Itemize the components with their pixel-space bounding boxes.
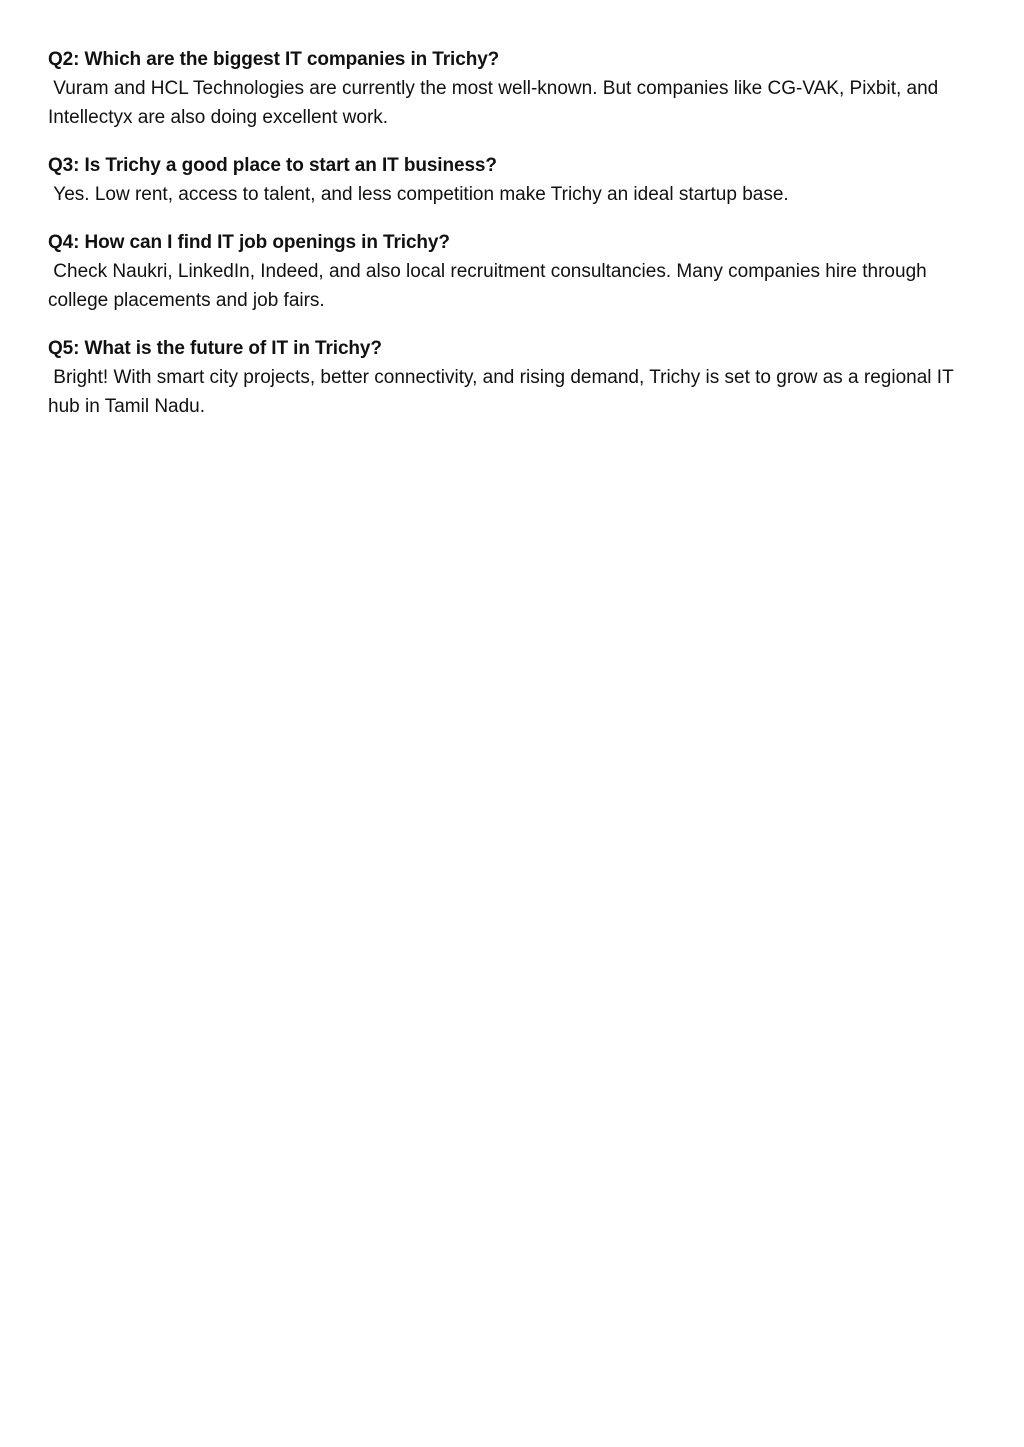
faq-item [48,229,978,315]
faq-question: Q2: Which are the biggest IT companies in Trichy? [48,49,500,70]
faq-question: Q5: What is the future of IT in Trichy? [48,338,382,359]
faq-list [48,46,978,441]
faq-item [48,46,978,132]
faq-answer: Bright! With smart city projects, better connectivity, and rising demand, Trichy is set to grow as a regional IT hub in Tamil Nadu. [48,367,959,417]
faq-question: Q4: How can I find IT job openings in Trichy? [48,232,450,253]
faq-item [48,152,978,209]
faq-item [48,335,978,421]
faq-answer: Check Naukri, LinkedIn, Indeed, and also local recruitment consultancies. Many companies hire through college placements and job fairs. [48,261,932,311]
faq-answer: Vuram and HCL Technologies are currently the most well-known. But companies like CG-VAK, Pixbit, and Intellectyx are also doing excellent work. [48,78,944,128]
faq-answer: Yes. Low rent, access to talent, and less competition make Trichy an ideal startup base. [48,184,789,205]
faq-question: Q3: Is Trichy a good place to start an IT business? [48,155,497,176]
